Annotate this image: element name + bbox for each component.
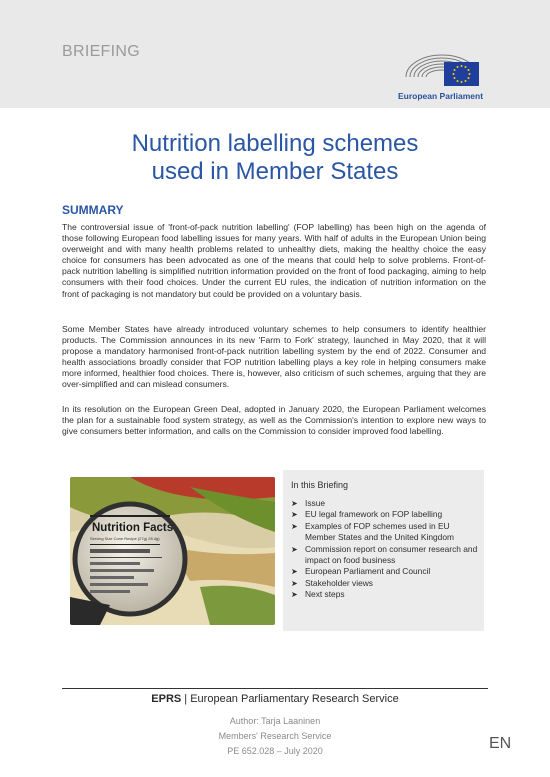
nutrition-label-photo-icon — [70, 477, 275, 625]
language-code: EN — [489, 735, 512, 752]
list-item: ➤ Issue — [291, 498, 481, 509]
list-item: ➤ Next steps — [291, 589, 481, 600]
cover-photo — [70, 477, 275, 625]
list-item: ➤ Examples of FOP schemes used in EU Member States and the United Kingdom — [291, 521, 481, 544]
eprs-abbreviation: EPRS — [151, 693, 182, 705]
document-type: BRIEFING — [62, 43, 140, 60]
page-title — [60, 130, 490, 186]
header-band — [0, 0, 550, 108]
nutrition-label-line: Serving Size Cone Recipe (27g) 28.4g) — [90, 536, 160, 541]
title-line-1: Nutrition labelling schemes — [131, 130, 419, 157]
eprs-full-name: European Parliamentary Research Service — [190, 693, 399, 705]
summary-paragraph: In its resolution on the European Green Deal, adopted in January 2020, the European Parliament welcomes the plan for a sustainable food system strategy, as well as the Commission's intention to explore new ways to give consumers better information, and calls on the Commission to consider improved food labelling. — [62, 404, 486, 437]
summary-heading: SUMMARY — [62, 203, 124, 217]
footer-divider — [62, 688, 488, 689]
list-item: ➤ Stakeholder views — [291, 578, 481, 589]
in-this-briefing-title: In this Briefing — [291, 480, 349, 490]
nutrition-label-title: Nutrition Facts — [92, 522, 174, 534]
list-item: ➤ EU legal framework on FOP labelling — [291, 509, 481, 520]
title-line-2: used in Member States — [151, 158, 399, 185]
briefing-contents-list — [291, 498, 481, 601]
author-line: Author: Tarja Laaninen — [229, 716, 321, 726]
summary-paragraph: Some Member States have already introduced voluntary schemes to help consumers to identify healthier products. The Commission announces in its new 'Farm to Fork' strategy, launched in May 2020, that it will propose a mandatory harmonised front-of-pack nutrition labelling system by the end of 2022. Consumer and health associations broadly consider that FOP nutrition labelling plays a key role in helping consumers make more informed, healthier food choices. There is, however, also criticism of such schemes, arguing that they are over-simplified and can mislead consumers. — [62, 324, 486, 390]
in-this-briefing-box — [283, 470, 484, 631]
list-item: ➤ European Parliament and Council — [291, 566, 481, 577]
reference-line: PE 652.028 – July 2020 — [227, 746, 323, 756]
service-line: Members' Research Service — [218, 731, 332, 741]
footer-service-name: EPRS | European Parliamentary Research Service — [151, 693, 399, 705]
summary-paragraph: The controversial issue of 'front-of-pack nutrition labelling' (FOP labelling) has been high on the agenda of those following European food labelling issues for many years. With half of adults in the European Union being overweight and with many health problems related to unhealthy diets, making the healthy choice the easy choice for consumers has been advocated as one of the means that could help to solve problems. Front-of-pack nutrition labelling is simplified nutrition information provided on the front of food packaging, aiming to help consumers with their food choices. Under the current EU rules, the indication of nutrition information on the front of packaging is not mandatory but could be provided on a voluntary basis. — [62, 222, 486, 299]
organisation-name: European Parliament — [398, 91, 484, 101]
list-item: ➤ Commission report on consumer research and impact on food business — [291, 544, 481, 567]
